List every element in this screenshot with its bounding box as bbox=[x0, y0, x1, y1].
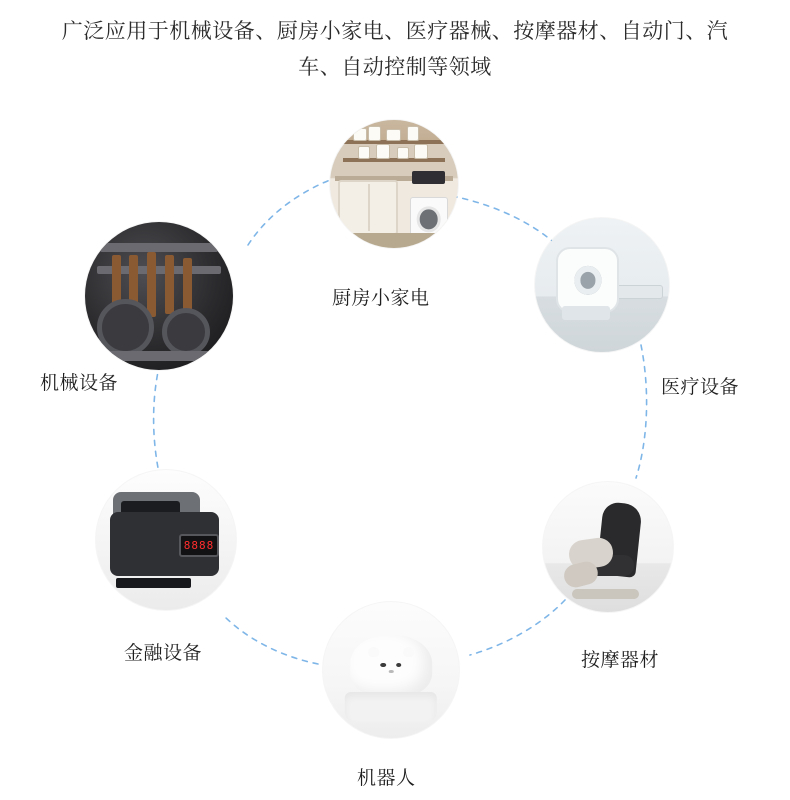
node-massage-label: 按摩器材 bbox=[581, 650, 660, 671]
ct-scanner-photo bbox=[535, 218, 669, 352]
service-robot-photo bbox=[323, 602, 459, 738]
node-finance-label: 金融设备 bbox=[124, 643, 203, 664]
kitchen-appliance-photo bbox=[330, 120, 458, 248]
industrial-machine-photo bbox=[85, 222, 233, 370]
money-counter-photo bbox=[96, 470, 236, 610]
node-medical-label: 医疗设备 bbox=[661, 377, 740, 398]
node-kitchen-label: 厨房小家电 bbox=[332, 288, 430, 309]
page-headline: 广泛应用于机械设备、厨房小家电、医疗器械、按摩器材、自动门、汽车、自动控制等领域 bbox=[61, 20, 729, 79]
node-robot-label: 机器人 bbox=[357, 768, 416, 789]
node-machinery-label: 机械设备 bbox=[40, 373, 119, 394]
massage-chair-photo bbox=[543, 482, 673, 612]
money-counter-display: 8888 bbox=[183, 538, 215, 552]
